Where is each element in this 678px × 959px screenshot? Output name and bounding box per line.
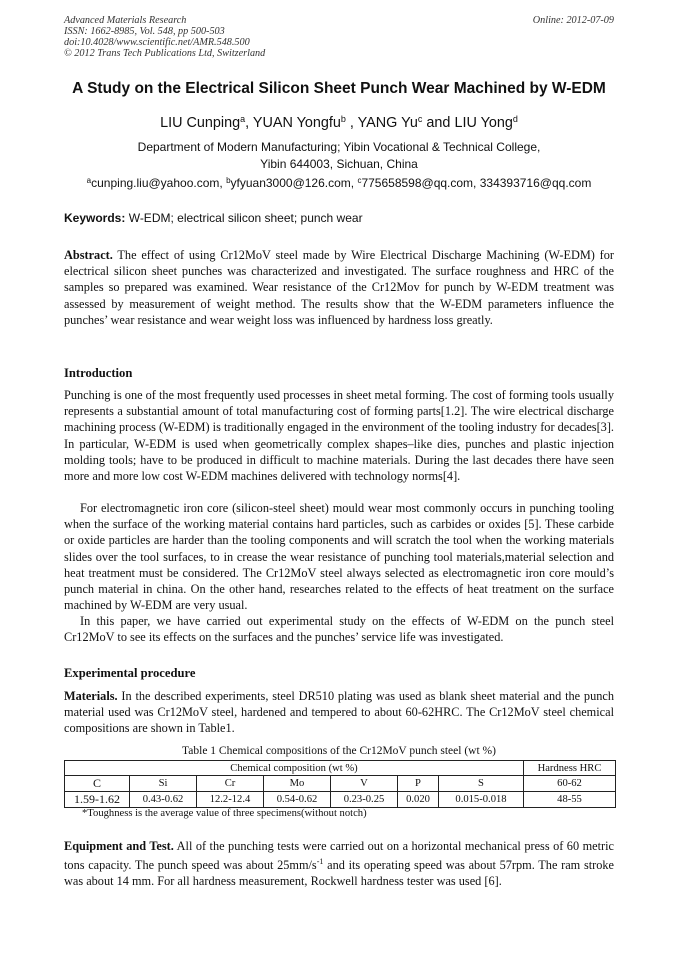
author-name: YUAN Yongfu bbox=[252, 115, 341, 131]
doi: doi:10.4028/www.scientific.net/AMR.548.500 bbox=[64, 37, 250, 48]
table-header-row bbox=[65, 761, 616, 776]
author-list: LIU Cunping$^a$, YUAN Yongfu$^b$ , YANG Yu$^c$ and LIU Yong$^d$ bbox=[160, 114, 518, 131]
author-name: YANG Yu bbox=[357, 115, 418, 131]
table-cell: Cr bbox=[197, 776, 264, 792]
table-cell: 12.2-12.4 bbox=[197, 792, 264, 808]
journal-name: Advanced Materials Research bbox=[64, 15, 187, 26]
table-cell: C bbox=[65, 776, 130, 792]
intro-paragraph-1: Punching is one of the most frequently used processes in sheet metal forming. The cost of forming tools usually represents a substantial amount of total manufacturing cost of forming parts[1.2]. The wire electrical discharge machining process (W-EDM) is traditionally engaged in the environment of the tooling industry for decades[3]. In particular, W-EDM is used when geometrically complex shapes–like dies, punches and plastic injection molding tools; have to be produced in difficult to machine materials. During the last decades there have seen more and more low cost W-EDM machines delivered with technology norms[4]. bbox=[64, 388, 614, 484]
intro-paragraph-3: In this paper, we have carried out experimental study on the effects of W-EDM on the punch steel Cr12MoV to see its effects on the surfaces and the punches’ service life was investigated. bbox=[64, 614, 614, 645]
online-date: Online: 2012-07-09 bbox=[532, 15, 614, 26]
table-hardness-header: Hardness HRC bbox=[524, 761, 616, 776]
copyright: © 2012 Trans Tech Publications Ltd, Switzerland bbox=[64, 48, 266, 59]
affiliation bbox=[40, 139, 638, 173]
abstract-text: The effect of using Cr12MoV steel made by Wire Electrical Discharge Machining (W-EDM) for electrical silicon sheet punches was characterized and investigated. The surface roughness and HRC of the samples so prepared was examined. Wear resistance of the Cr12Mov for punch by W-EDM treatment was assessed by measurement of weight method. The results show that the W-EDM parameters influence the punches’ wear resistance and wear weight loss was influenced by hardness loss greatly. bbox=[64, 248, 614, 327]
email-list bbox=[30, 176, 648, 190]
table-cell: 0.43-0.62 bbox=[130, 792, 197, 808]
journal-header bbox=[64, 15, 614, 59]
table-row bbox=[65, 776, 616, 792]
keywords-label: Keywords: bbox=[64, 211, 126, 225]
equipment-label: Equipment and Test. bbox=[64, 839, 174, 853]
email-link[interactable]: cunping.liu@yahoo.com, bbox=[91, 176, 223, 190]
table-footnote: *Toughness is the average value of three specimens(without notch) bbox=[82, 808, 367, 819]
section-heading-introduction: Introduction bbox=[64, 366, 133, 380]
equipment-text: All of the punching tests were carried out on a horizontal mechanical press of 60 metric tons capacity. The punch speed was about 25mm/s bbox=[64, 839, 614, 873]
email-link[interactable]: 775658598@qq.com, 334393716@qq.com bbox=[361, 176, 592, 190]
table-caption: Table 1 Chemical compositions of the Cr12MoV punch steel (wt %) bbox=[182, 745, 496, 757]
table-cell: Si bbox=[130, 776, 197, 792]
intro-paragraph-2: For electromagnetic iron core (silicon-steel sheet) mould wear most commonly occurs in punching tooling when the surface of the working material contains hard particles, such as carbides or oxides [5]. These carbide or oxide particles are harder than the tooling components and will scratch the tool when the working materials slides over the tool surfaces, to in crease the wear resistance of punching tool materials,material selection and heat treatment must be considered. The Cr12MoV steel always selected as electromagnetic iron core mould’s punch material in china. On the other hand, researches related to the effects of heat treatment on the surface machined by W-EDM are very usual. bbox=[64, 501, 614, 613]
email-marker: c bbox=[357, 176, 362, 185]
journal-info bbox=[64, 15, 614, 59]
author-marker: b bbox=[340, 114, 346, 124]
email-marker: a bbox=[86, 176, 92, 185]
abstract bbox=[64, 247, 614, 328]
unit-exponent: -1 bbox=[316, 857, 324, 867]
materials-text: In the described experiments, steel DR510 plating was used as blank sheet material and the punch material used was Cr12MoV steel, hardened and tempered to about 60-62HRC. The Cr12MoV steel chemical compositions are shown in Table1. bbox=[64, 689, 614, 736]
table-cell: 0.020 bbox=[398, 792, 439, 808]
abstract-label: Abstract. bbox=[64, 248, 113, 262]
email-link[interactable]: yfyuan3000@126.com, bbox=[230, 176, 355, 190]
table-cell: 0.015-0.018 bbox=[439, 792, 524, 808]
table-row bbox=[65, 792, 616, 808]
author-marker: d bbox=[512, 114, 518, 124]
author-name: LIU Yong bbox=[454, 115, 513, 131]
affiliation-line: Yibin 644003, Sichuan, China bbox=[260, 157, 418, 171]
table-cell: S bbox=[439, 776, 524, 792]
section-heading-experimental: Experimental procedure bbox=[64, 666, 196, 680]
keywords-text: W-EDM; electrical silicon sheet; punch wear bbox=[128, 211, 363, 225]
materials-paragraph bbox=[64, 688, 614, 737]
table-cell: 60-62 bbox=[524, 776, 616, 792]
table-cell: V bbox=[331, 776, 398, 792]
keywords bbox=[64, 211, 363, 225]
equipment-text-cont: and its operating speed was about 57rpm. The ram stroke was about 14 mm. For all hardness measurement, Rockwell hardness tester was used [6]. bbox=[64, 858, 614, 889]
table-cell: Mo bbox=[264, 776, 331, 792]
issn: ISSN: 1662-8985, Vol. 548, pp 500-503 bbox=[64, 26, 225, 37]
table-group-header: Chemical composition (wt %) bbox=[65, 761, 524, 776]
affiliation-line: Department of Modern Manufacturing; Yibin Vocational & Technical College, bbox=[137, 140, 541, 154]
author-marker: c bbox=[417, 114, 423, 124]
table-cell: 0.23-0.25 bbox=[331, 792, 398, 808]
table-cell: P bbox=[398, 776, 439, 792]
materials-label: Materials. bbox=[64, 689, 118, 703]
table-cell: 48-55 bbox=[524, 792, 616, 808]
equipment-paragraph bbox=[64, 838, 614, 890]
table-cell: 1.59-1.62 bbox=[65, 792, 130, 808]
paper-title: A Study on the Electrical Silicon Sheet Punch Wear Machined by W-EDM bbox=[72, 80, 606, 97]
author-marker: a bbox=[240, 114, 246, 124]
table-cell: 0.54-0.62 bbox=[264, 792, 331, 808]
composition-table bbox=[64, 760, 616, 808]
author-name: LIU Cunping bbox=[160, 115, 241, 131]
email-marker: b bbox=[226, 176, 231, 185]
